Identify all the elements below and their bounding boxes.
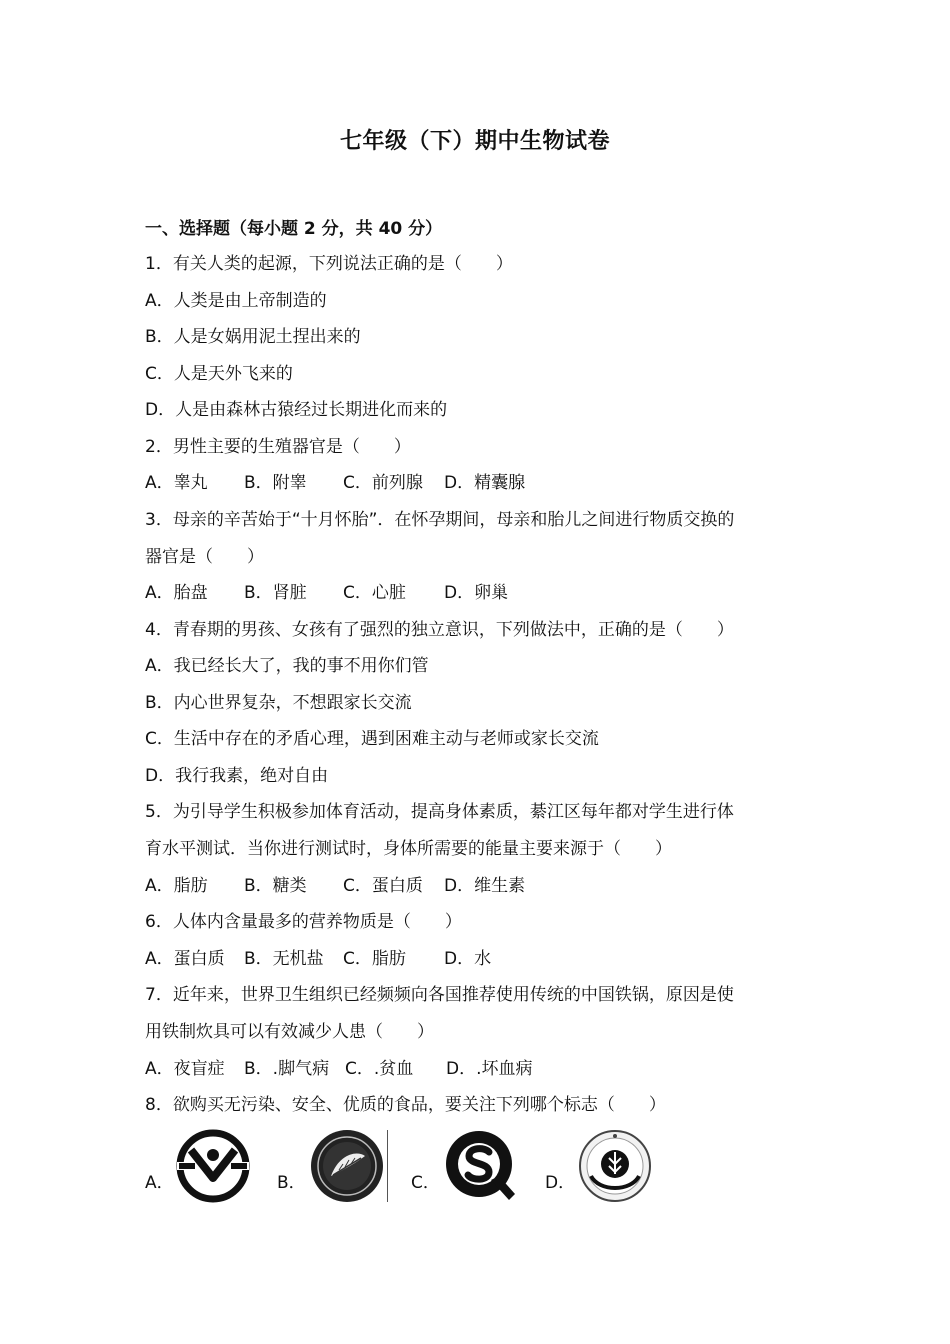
section-heading: 一、选择题（每小题 2 分，共 40 分） xyxy=(145,219,443,239)
organic-food-seal-icon xyxy=(575,1128,655,1204)
question-2-option-d: D．精囊腺 xyxy=(444,473,526,493)
question-5-option-c: C．蛋白质 xyxy=(343,876,423,896)
question-5-option-d: D．维生素 xyxy=(444,876,526,896)
question-5-stem-line-1: 5．为引导学生积极参加体育活动，提高身体素质，綦江区每年都对学生进行体 xyxy=(145,802,734,822)
question-2-option-a: A．睾丸 xyxy=(145,473,208,493)
question-1-option-d: D．人是由森林古猿经过长期进化而来的 xyxy=(145,400,448,420)
question-6-option-d: D．水 xyxy=(444,949,492,969)
question-4-option-a: A．我已经长大了，我的事不用你们管 xyxy=(145,656,429,676)
question-8-logo-options xyxy=(145,1128,705,1208)
question-6-option-b: B．无机盐 xyxy=(244,949,324,969)
quality-certification-logo-icon xyxy=(175,1128,251,1204)
question-5-option-b: B．糖类 xyxy=(244,876,307,896)
question-1-stem: 1．有关人类的起源，下列说法正确的是（ ） xyxy=(145,254,513,274)
question-2-stem: 2．男性主要的生殖器官是（ ） xyxy=(145,437,411,457)
question-3-stem-line-2: 器官是（ ） xyxy=(145,547,264,567)
question-3-option-a: A．胎盘 xyxy=(145,583,208,603)
question-8-option-a: A． xyxy=(145,1173,174,1193)
question-8-stem: 8．欲购买无污染、安全、优质的食品，要关注下列哪个标志（ ） xyxy=(145,1095,666,1115)
logo-divider xyxy=(387,1130,388,1202)
question-5-options xyxy=(145,874,525,898)
question-3-options xyxy=(145,581,508,605)
green-food-seal-icon xyxy=(309,1128,385,1204)
question-7-stem-line-1: 7．近年来，世界卫生组织已经频频向各国推荐使用传统的中国铁锅，原因是使 xyxy=(145,985,734,1005)
question-3-option-d: D．卵巢 xyxy=(444,583,509,603)
question-2-options xyxy=(145,471,525,495)
question-8-option-c: C． xyxy=(411,1173,440,1193)
question-6-option-c: C．脂肪 xyxy=(343,949,406,969)
question-2-option-c: C．前列腺 xyxy=(343,473,423,493)
question-1-option-b: B．人是女娲用泥土捏出来的 xyxy=(145,327,361,347)
question-7-option-a: A．夜盲症 xyxy=(145,1059,225,1079)
question-1-option-c: C．人是天外飞来的 xyxy=(145,364,293,384)
question-7-option-b: B．.脚气病 xyxy=(244,1059,330,1079)
question-7-option-d: D．.坏血病 xyxy=(446,1059,533,1079)
question-4-stem: 4．青春期的男孩、女孩有了强烈的独立意识，下列做法中，正确的是（ ） xyxy=(145,620,734,640)
question-3-option-b: B．肾脏 xyxy=(244,583,307,603)
question-4-option-d: D．我行我素，绝对自由 xyxy=(145,766,329,786)
question-6-options xyxy=(145,947,491,971)
question-7-stem-line-2: 用铁制炊具可以有效减少人患（ ） xyxy=(145,1022,434,1042)
question-5-stem-line-2: 育水平测试．当你进行测试时，身体所需要的能量主要来源于（ ） xyxy=(145,839,672,859)
question-6-stem: 6．人体内含量最多的营养物质是（ ） xyxy=(145,912,462,932)
question-7-option-c: C．.贫血 xyxy=(345,1059,414,1079)
question-8-option-b: B． xyxy=(277,1173,306,1193)
question-2-option-b: B．附睾 xyxy=(244,473,307,493)
question-3-stem-line-1: 3．母亲的辛苦始于“十月怀胎”．在怀孕期间，母亲和胎儿之间进行物质交换的 xyxy=(145,510,735,530)
question-6-option-a: A．蛋白质 xyxy=(145,949,225,969)
question-4-option-b: B．内心世界复杂，不想跟家长交流 xyxy=(145,693,412,713)
question-8-option-d: D． xyxy=(545,1173,576,1193)
question-4-option-c: C．生活中存在的矛盾心理，遇到困难主动与老师或家长交流 xyxy=(145,729,599,749)
question-1-option-a: A．人类是由上帝制造的 xyxy=(145,291,327,311)
page-title: 七年级（下）期中生物试卷 xyxy=(339,129,610,154)
question-7-options xyxy=(145,1057,533,1081)
question-5-option-a: A．脂肪 xyxy=(145,876,208,896)
question-3-option-c: C．心脏 xyxy=(343,583,406,603)
qs-mark-icon xyxy=(441,1128,517,1204)
